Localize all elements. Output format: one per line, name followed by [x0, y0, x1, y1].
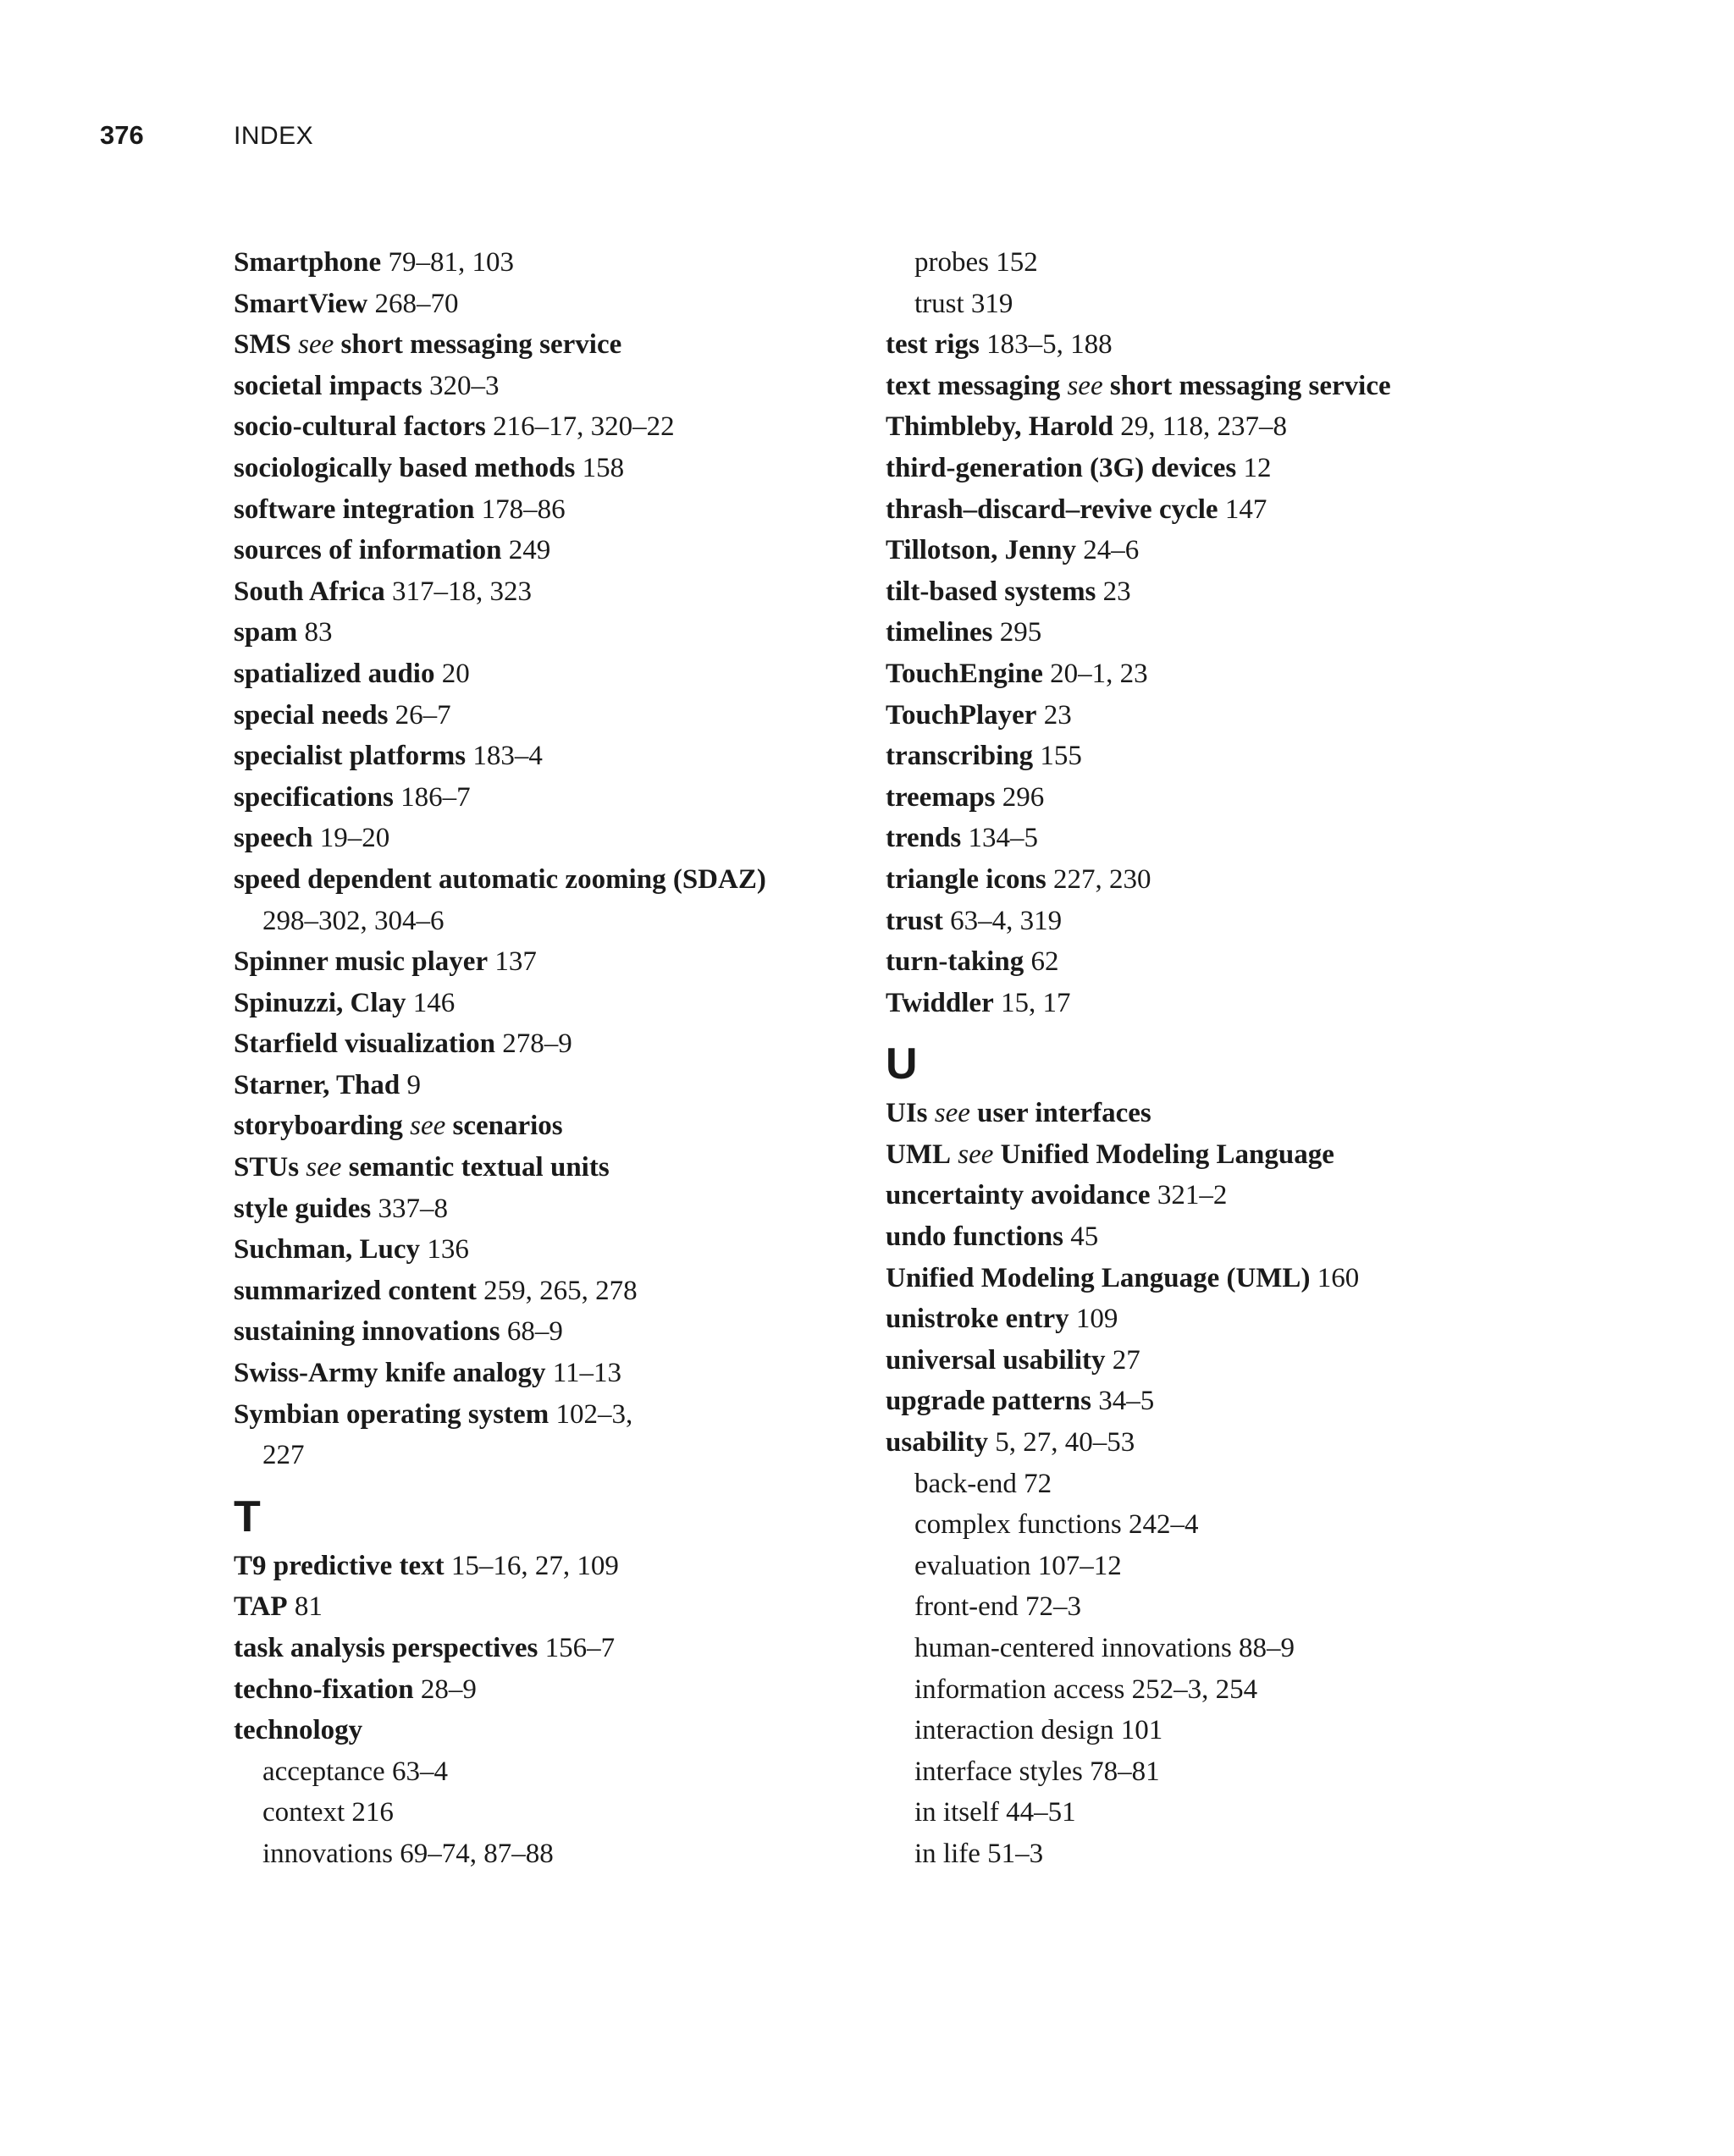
index-entry: [886, 530, 1529, 571]
page-references: 216–17, 320–22: [493, 411, 675, 443]
page-references: 155: [1040, 741, 1082, 772]
index-term: South Africa: [234, 576, 385, 607]
page-references: 102–3,: [555, 1398, 633, 1430]
index-term: text messaging: [886, 370, 1061, 401]
page-number: 376: [100, 120, 144, 150]
index-term: usability: [886, 1427, 989, 1458]
index-entry: [234, 612, 843, 653]
index-entry: [234, 983, 843, 1024]
index-entry: [234, 1147, 843, 1188]
index-entry-continuation: 227: [262, 1440, 305, 1471]
see-reference-marker: see: [958, 1139, 994, 1170]
see-reference-marker: see: [934, 1098, 970, 1129]
index-term: SMS: [234, 329, 291, 361]
page-references: 134–5: [968, 823, 1038, 854]
index-term: Spinuzzi, Clay: [234, 987, 406, 1018]
index-term: UML: [886, 1139, 951, 1170]
index-entry: [234, 1271, 843, 1312]
index-entry: [234, 941, 843, 983]
index-term: sources of information: [234, 535, 502, 566]
index-term: tilt-based systems: [886, 576, 1096, 607]
index-term: Starner, Thad: [234, 1069, 400, 1100]
index-entry: [886, 777, 1529, 819]
index-term: spam: [234, 617, 298, 648]
page-references: 63–4, 319: [950, 905, 1063, 936]
index-term: specialist platforms: [234, 741, 467, 772]
see-reference-target: Unified Modeling Language: [1000, 1139, 1334, 1170]
index-term: turn-taking: [886, 946, 1024, 978]
page-references: 9: [406, 1069, 421, 1100]
page-references: 26–7: [395, 699, 451, 731]
index-subentry: human-centered innovations 88–9: [914, 1633, 1295, 1663]
section-letter: T: [234, 1492, 261, 1541]
see-reference-marker: see: [1067, 370, 1103, 401]
page-references: 5, 27, 40–53: [995, 1427, 1135, 1458]
index-entry: [234, 1023, 843, 1065]
index-term: UIs: [886, 1098, 928, 1129]
see-reference-target: semantic textual units: [348, 1152, 610, 1183]
index-entry: [234, 366, 843, 407]
index-entry: [234, 489, 843, 531]
page-references: 136: [427, 1234, 469, 1265]
page-references: 158: [582, 452, 625, 483]
page-references: 186–7: [400, 781, 471, 813]
index-subentry: in life 51–3: [914, 1838, 1044, 1869]
index-entry: [234, 284, 843, 325]
index-term: triangle icons: [886, 863, 1046, 895]
index-term: specifications: [234, 781, 394, 813]
index-entry: [886, 941, 1529, 983]
index-subentry: trust 319: [914, 288, 1013, 319]
index-entry: [886, 1134, 1529, 1176]
index-term: test rigs: [886, 329, 980, 361]
page-references: 268–70: [374, 288, 459, 319]
index-term: transcribing: [886, 741, 1034, 772]
page-references: 296: [1002, 781, 1045, 813]
index-column-left: [234, 242, 843, 1875]
index-entry: [234, 1628, 843, 1669]
index-term: special needs: [234, 699, 389, 731]
index-term: sociologically based methods: [234, 452, 576, 483]
page-references: 15, 17: [1000, 987, 1071, 1018]
index-entry: [234, 1106, 843, 1147]
page-references: 317–18, 323: [392, 576, 533, 607]
page-references: 45: [1070, 1221, 1099, 1253]
page-references: 23: [1043, 699, 1072, 731]
index-entry: [886, 1216, 1529, 1258]
index-subentry: complex functions 242–4: [914, 1509, 1199, 1541]
index-term: techno-fixation: [234, 1674, 414, 1705]
page-references: 20–1, 23: [1050, 658, 1148, 689]
index-entry: [234, 818, 843, 859]
index-entry: [234, 1394, 843, 1436]
index-term: Unified Modeling Language (UML): [886, 1262, 1311, 1293]
index-term: SmartView: [234, 288, 368, 319]
page-references: 321–2: [1157, 1180, 1228, 1211]
index-entry: [886, 366, 1529, 407]
index-entry: [886, 448, 1529, 489]
index-entry: [886, 489, 1529, 531]
index-entry: [234, 448, 843, 489]
index-entry: [886, 1175, 1529, 1216]
index-subentry: back-end 72: [914, 1468, 1052, 1499]
page-references: 295: [999, 617, 1042, 648]
index-entry: [886, 983, 1529, 1024]
index-entry: [886, 859, 1529, 901]
page-references: 24–6: [1083, 535, 1140, 566]
index-subentry: interface styles 78–81: [914, 1756, 1160, 1787]
page-references: 11–13: [552, 1358, 622, 1389]
page-references: 23: [1102, 576, 1131, 607]
index-term: storyboarding: [234, 1111, 403, 1142]
page-references: 259, 265, 278: [483, 1275, 638, 1306]
index-entry: [886, 1093, 1529, 1134]
index-entry: [234, 406, 843, 448]
index-term: Tillotson, Jenny: [886, 535, 1076, 566]
index-term: STUs: [234, 1152, 300, 1183]
index-subentry: information access 252–3, 254: [914, 1674, 1258, 1705]
index-term: Thimbleby, Harold: [886, 411, 1113, 443]
index-subentry: innovations 69–74, 87–88: [262, 1838, 554, 1869]
index-entry: [234, 1546, 843, 1587]
index-entry: [234, 1188, 843, 1230]
index-term: universal usability: [886, 1344, 1106, 1376]
page-references: 183–5, 188: [986, 329, 1113, 361]
index-entry: [886, 571, 1529, 613]
index-entry: [886, 1258, 1529, 1299]
index-entry: [234, 777, 843, 819]
index-entry: [886, 1381, 1529, 1422]
page-references: 28–9: [420, 1674, 477, 1705]
page-references: 278–9: [502, 1028, 572, 1060]
index-term: speech: [234, 823, 313, 854]
index-entry: [234, 571, 843, 613]
index-subentry: interaction design 101: [914, 1715, 1163, 1746]
index-term: technology: [234, 1715, 363, 1746]
index-entry: [234, 695, 843, 736]
index-term: task analysis perspectives: [234, 1633, 538, 1663]
page-references: 19–20: [319, 823, 390, 854]
index-term: third-generation (3G) devices: [886, 452, 1237, 483]
index-entry: [886, 901, 1529, 942]
index-term: spatialized audio: [234, 658, 435, 689]
page-references: 34–5: [1098, 1386, 1155, 1417]
index-entry: [234, 1669, 843, 1711]
see-reference-target: scenarios: [452, 1111, 563, 1142]
index-term: sustaining innovations: [234, 1316, 500, 1348]
index-term: TouchPlayer: [886, 699, 1037, 731]
index-term: Twiddler: [886, 987, 994, 1018]
index-term: unistroke entry: [886, 1304, 1069, 1335]
index-subentry: context 216: [262, 1797, 394, 1828]
index-entry: [886, 818, 1529, 859]
page-references: 109: [1075, 1304, 1118, 1335]
index-term: Smartphone: [234, 247, 382, 278]
index-entry: [234, 1710, 843, 1751]
index-entry: [234, 1586, 843, 1628]
index-entry: [234, 736, 843, 777]
index-term: undo functions: [886, 1221, 1064, 1253]
index-subentry: in itself 44–51: [914, 1797, 1076, 1828]
page-references: 83: [304, 617, 333, 648]
index-term: TouchEngine: [886, 658, 1043, 689]
page-references: 62: [1030, 946, 1059, 978]
index-term: summarized content: [234, 1275, 477, 1306]
page-references: 79–81, 103: [388, 247, 514, 278]
index-entry: [234, 242, 843, 284]
index-term: TAP: [234, 1591, 288, 1623]
page-references: 68–9: [506, 1316, 563, 1348]
page-references: 320–3: [428, 370, 500, 401]
index-term: Swiss-Army knife analogy: [234, 1358, 546, 1389]
index-entry: [886, 736, 1529, 777]
index-entry: [234, 1311, 843, 1353]
index-term: societal impacts: [234, 370, 422, 401]
page-references: 81: [294, 1591, 323, 1623]
index-term: Symbian operating system: [234, 1398, 549, 1430]
see-reference-marker: see: [298, 329, 334, 361]
index-entry: [886, 1299, 1529, 1340]
page-references: 249: [508, 535, 551, 566]
index-entry: [886, 324, 1529, 366]
index-term: speed dependent automatic zooming (SDAZ): [234, 863, 766, 895]
index-term: style guides: [234, 1193, 372, 1224]
index-term: timelines: [886, 617, 993, 648]
index-subentry: acceptance 63–4: [262, 1756, 448, 1787]
page-references: 147: [1224, 494, 1267, 525]
see-reference-target: short messaging service: [340, 329, 622, 361]
index-entry: [886, 1422, 1529, 1464]
see-reference-marker: see: [410, 1111, 446, 1142]
index-term: Suchman, Lucy: [234, 1234, 421, 1265]
index-subentry: front-end 72–3: [914, 1591, 1082, 1623]
page-references: 12: [1243, 452, 1272, 483]
section-letter: U: [886, 1039, 918, 1089]
page-references: 227, 230: [1052, 863, 1151, 895]
see-reference-marker: see: [306, 1152, 342, 1183]
index-term: trends: [886, 823, 962, 854]
see-reference-target: user interfaces: [977, 1098, 1151, 1129]
index-entry: [886, 653, 1529, 695]
page-references: 20: [441, 658, 470, 689]
index-entry: [886, 695, 1529, 736]
index-column-right: [886, 242, 1529, 1875]
index-term: Starfield visualization: [234, 1028, 495, 1060]
running-head: INDEX: [234, 122, 314, 150]
see-reference-target: short messaging service: [1109, 370, 1391, 401]
page-references: 146: [412, 987, 456, 1018]
index-entry: [886, 406, 1529, 448]
index-entry-continuation: 298–302, 304–6: [262, 905, 445, 936]
index-entry: [234, 1353, 843, 1394]
index-entry: [234, 1065, 843, 1106]
page-references: 15–16, 27, 109: [450, 1550, 619, 1581]
index-term: software integration: [234, 494, 475, 525]
page-references: 29, 118, 237–8: [1120, 411, 1287, 443]
index-entry: [886, 1340, 1529, 1381]
index-entry: [886, 612, 1529, 653]
index-term: socio-cultural factors: [234, 411, 486, 443]
index-subentry: evaluation 107–12: [914, 1550, 1122, 1581]
index-term: uncertainty avoidance: [886, 1180, 1151, 1211]
index-term: trust: [886, 905, 943, 936]
index-entry: [234, 859, 843, 901]
index-subentry: probes 152: [914, 247, 1038, 278]
index-term: treemaps: [886, 781, 996, 813]
page-references: 156–7: [544, 1633, 616, 1663]
index-term: upgrade patterns: [886, 1386, 1091, 1417]
index-entry: [234, 324, 843, 366]
index-term: Spinner music player: [234, 946, 489, 978]
page-references: 183–4: [472, 741, 543, 772]
index-term: thrash–discard–revive cycle: [886, 494, 1218, 525]
index-term: T9 predictive text: [234, 1550, 445, 1581]
page-references: 137: [494, 946, 537, 978]
index-entry: [234, 653, 843, 695]
index-entry: [234, 530, 843, 571]
page-references: 178–86: [481, 494, 566, 525]
page-references: 27: [1112, 1344, 1140, 1376]
page-references: 337–8: [378, 1193, 449, 1224]
page-references: 160: [1317, 1262, 1360, 1293]
index-entry: [234, 1229, 843, 1271]
